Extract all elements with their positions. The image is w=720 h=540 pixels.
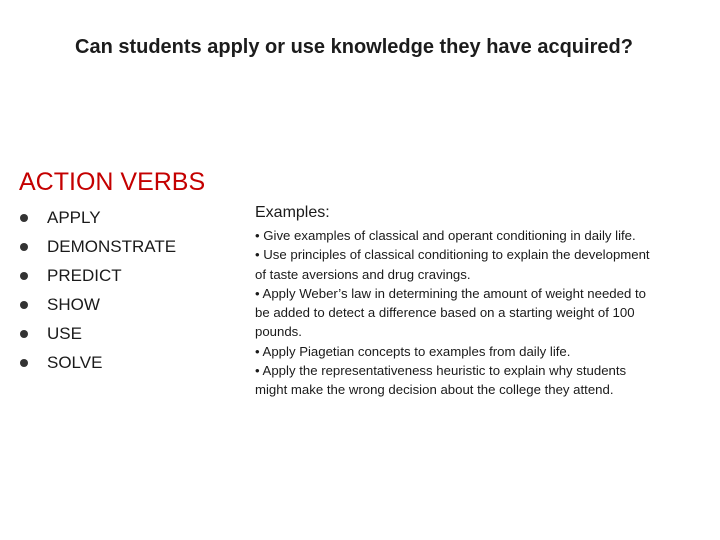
verb-label: DEMONSTRATE [47, 236, 177, 256]
bullet-icon [20, 243, 28, 251]
verb-label: SHOW [47, 294, 100, 314]
list-item [19, 348, 239, 377]
list-item [19, 290, 239, 319]
slide-question: Can students apply or use knowledge they have acquired? [75, 36, 633, 58]
bullet-icon [20, 272, 28, 280]
verb-label: PREDICT [47, 265, 122, 285]
examples-title: Examples: [255, 204, 330, 221]
example-item: • Apply Piagetian concepts to examples from daily life. [255, 343, 571, 359]
action-verbs-heading: ACTION VERBS [19, 168, 206, 196]
bullet-icon [20, 330, 28, 338]
list-item [19, 261, 239, 290]
examples-panel [255, 202, 655, 400]
list-item [19, 319, 239, 348]
verb-label: USE [47, 323, 82, 343]
example-item: • Apply Weber’s law in determining the amount of weight needed to be added to detect a difference based on a starting weight of 100 pounds. [255, 285, 646, 340]
bullet-icon [20, 214, 28, 222]
bullet-icon [20, 301, 28, 309]
list-item [19, 232, 239, 261]
verb-label: APPLY [47, 207, 101, 227]
action-verbs-list [19, 203, 239, 377]
example-item: • Give examples of classical and operant conditioning in daily life. [255, 228, 636, 243]
list-item [19, 203, 239, 232]
verb-label: SOLVE [47, 352, 103, 372]
bullet-icon [20, 359, 28, 367]
example-item: • Apply the representativeness heuristic to explain why students might make the wrong decision about the college they attend. [255, 363, 627, 398]
example-item: • Use principles of classical conditioning to explain the development of taste aversions and drug cravings. [255, 247, 650, 282]
